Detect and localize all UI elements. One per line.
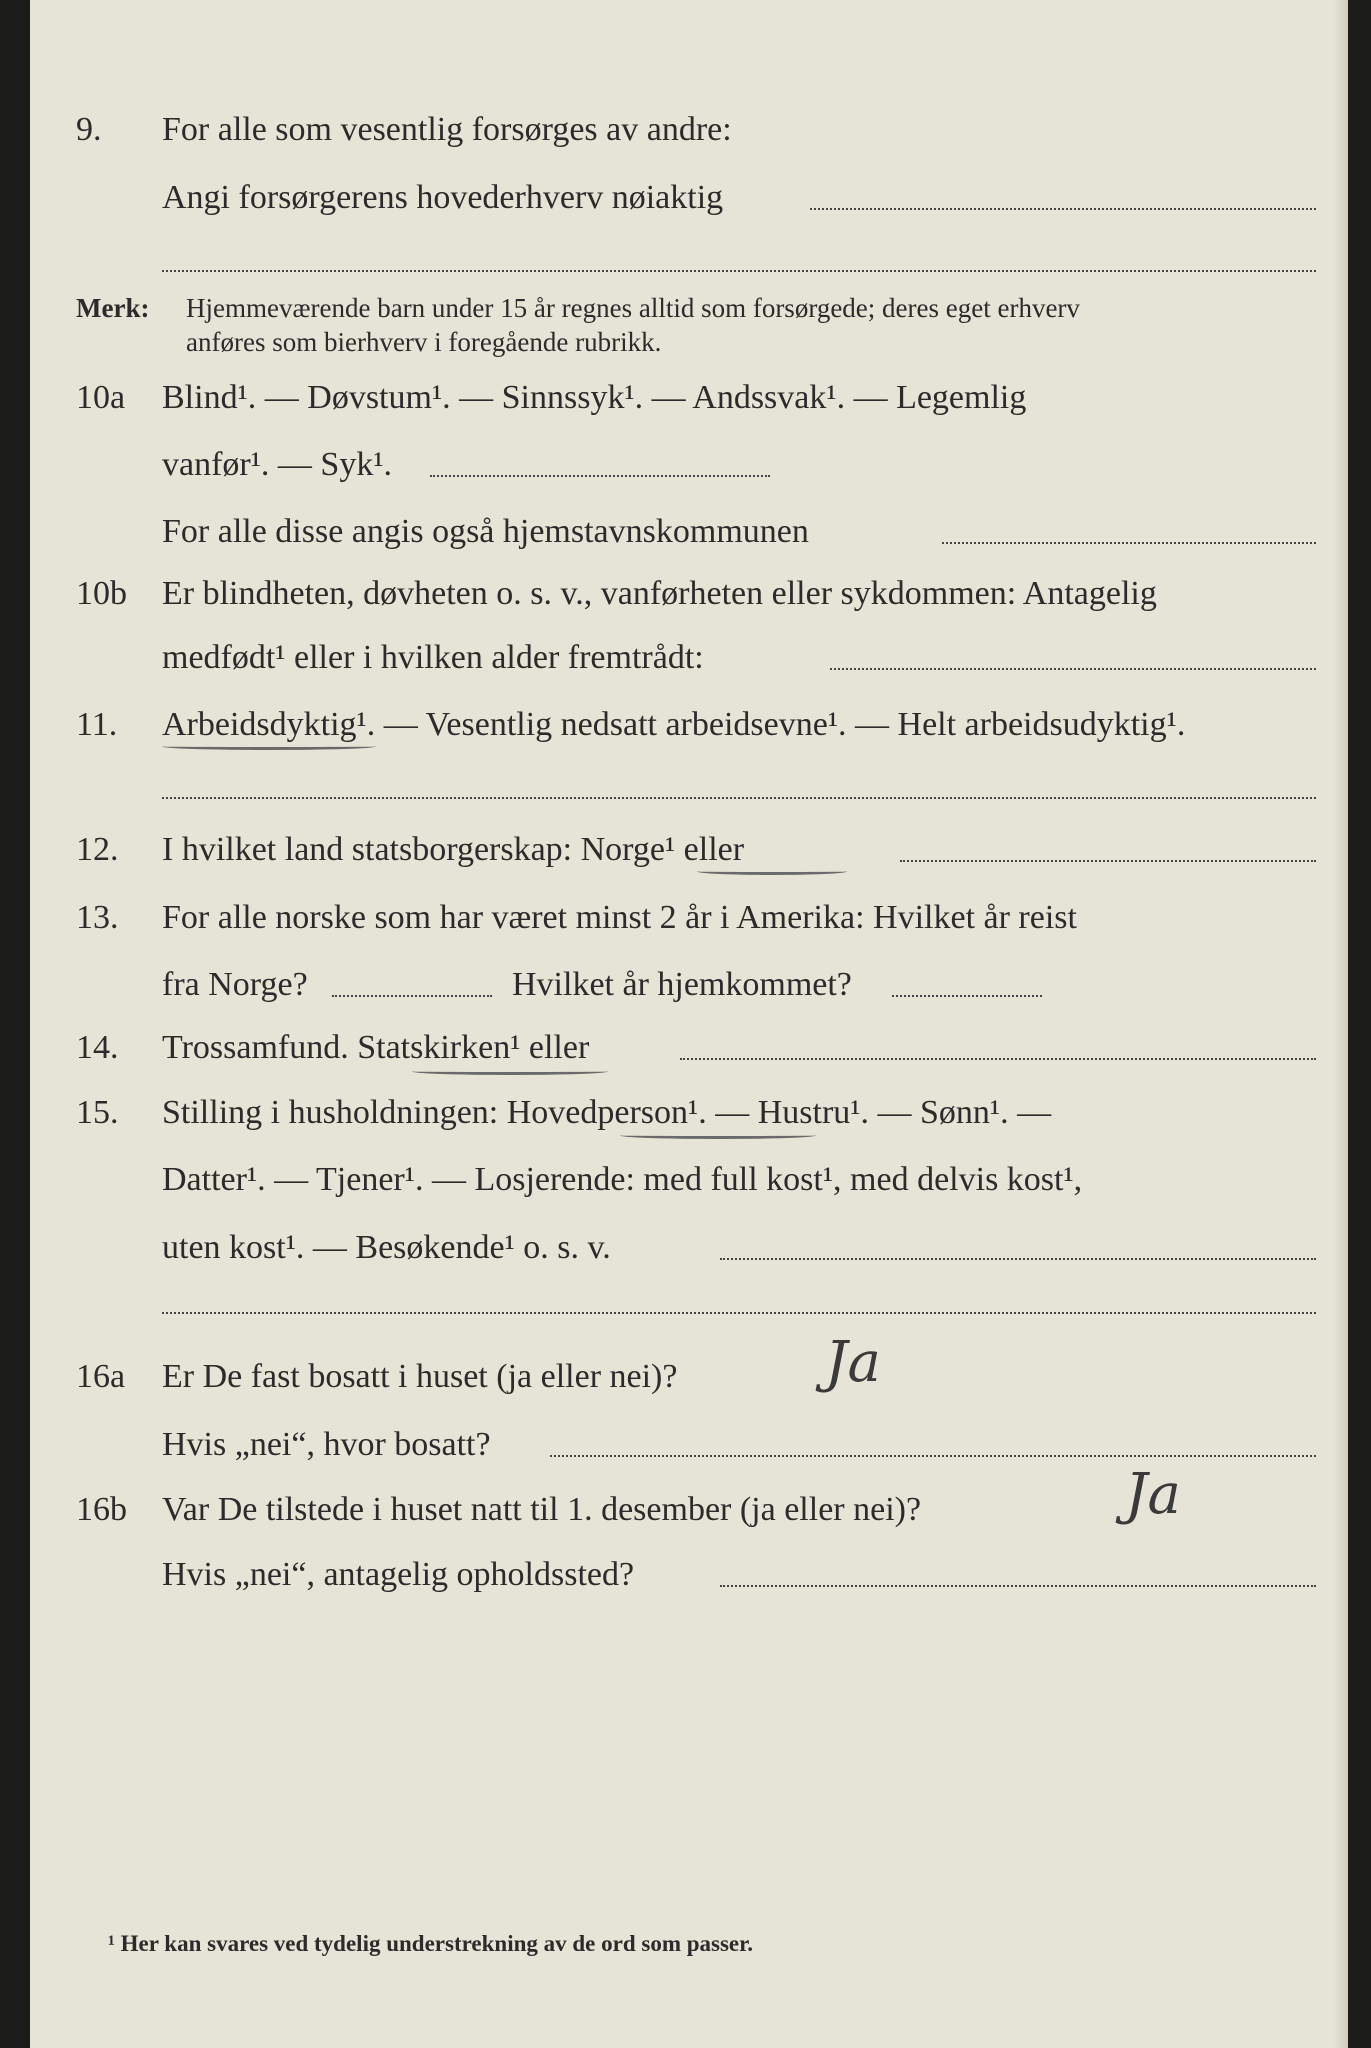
page-edge bbox=[1334, 0, 1348, 2048]
q10b-line2: medfødt¹ eller i hvilken alder fremtrådt: bbox=[162, 639, 704, 676]
merk-line1: Hjemmeværende barn under 15 år regnes alltid som forsørgede; deres eget erhverv bbox=[186, 293, 1080, 323]
footnote: ¹ Her kan svares ved tydelig understrekning av de ord som passer. bbox=[108, 1931, 753, 1956]
q15-answer-line[interactable] bbox=[720, 1258, 1316, 1260]
q15-answer-line-2[interactable] bbox=[162, 1312, 1316, 1314]
q16a-line2: Hvis „nei“, hvor bosatt? bbox=[162, 1426, 491, 1463]
q10b-answer-line[interactable] bbox=[830, 668, 1316, 670]
q9-answer-line-2[interactable] bbox=[162, 270, 1316, 272]
q10a-kommune-line[interactable] bbox=[942, 542, 1316, 544]
q12-number: 12. bbox=[76, 831, 119, 868]
q10a-number: 10a bbox=[76, 379, 126, 416]
q15-underline-hovedperson bbox=[620, 1132, 816, 1139]
q13-number: 13. bbox=[76, 899, 119, 936]
q13-hjemkommet-line[interactable] bbox=[892, 995, 1042, 997]
q13-line2a: fra Norge? bbox=[162, 966, 308, 1003]
q11-line1: Arbeidsdyktig¹. — Vesentlig nedsatt arbeidsevne¹. — Helt arbeidsudyktig¹. bbox=[162, 706, 1186, 743]
q13-line2b: Hvilket år hjemkommet? bbox=[512, 966, 852, 1003]
q16b-number: 16b bbox=[76, 1491, 127, 1528]
q10a-line1: Blind¹. — Døvstum¹. — Sinnssyk¹. — Andssvak¹. — Legemlig bbox=[162, 379, 1027, 416]
q14-number: 14. bbox=[76, 1029, 119, 1066]
q16a-number: 16a bbox=[76, 1358, 126, 1395]
q11-number: 11. bbox=[76, 706, 118, 743]
q11-answer-line[interactable] bbox=[162, 797, 1316, 799]
q14-underline-statskirken bbox=[412, 1068, 608, 1075]
q10b-number: 10b bbox=[76, 575, 127, 612]
q14-line1: Trossamfund. Statskirken¹ eller bbox=[162, 1029, 590, 1066]
q10a-line2: vanfør¹. — Syk¹. bbox=[162, 446, 393, 483]
q12-answer-line[interactable] bbox=[900, 860, 1316, 862]
q13-line1: For alle norske som har været minst 2 år i Amerika: Hvilket år reist bbox=[162, 899, 1077, 936]
q16a-handwritten-answer: Ja bbox=[825, 1330, 881, 1395]
q11-underline-arbeidsdyktig bbox=[162, 743, 376, 750]
q14-answer-line[interactable] bbox=[680, 1058, 1316, 1060]
q10a-syk-line[interactable] bbox=[430, 475, 770, 477]
q16b-line1: Var De tilstede i huset natt til 1. desember (ja eller nei)? bbox=[162, 1491, 922, 1528]
q16b-line2: Hvis „nei“, antagelig opholdssted? bbox=[162, 1556, 635, 1593]
q13-reist-line[interactable] bbox=[332, 995, 492, 997]
q10b-line1: Er blindheten, døvheten o. s. v., vanførheten eller sykdommen: Antagelig bbox=[162, 575, 1157, 612]
q12-line1: I hvilket land statsborgerskap: Norge¹ eller bbox=[162, 831, 745, 868]
q15-line2: Datter¹. — Tjener¹. — Losjerende: med full kost¹, med delvis kost¹, bbox=[162, 1161, 1083, 1198]
q9-line2: Angi forsørgerens hovederhverv nøiaktig bbox=[162, 179, 724, 216]
q9-line1: For alle som vesentlig forsørges av andre: bbox=[162, 111, 732, 148]
q16b-handwritten-answer: Ja bbox=[1125, 1462, 1181, 1527]
merk-label: Merk: bbox=[76, 293, 150, 323]
q15-line3: uten kost¹. — Besøkende¹ o. s. v. bbox=[162, 1229, 611, 1266]
q16a-answer-line[interactable] bbox=[550, 1455, 1316, 1457]
q15-line1: Stilling i husholdningen: Hovedperson¹. — Hustru¹. — Sønn¹. — bbox=[162, 1094, 1052, 1131]
merk-line2: anføres som bierhverv i foregående rubrikk. bbox=[186, 327, 662, 357]
census-form-page bbox=[30, 0, 1348, 2048]
q9-number: 9. bbox=[76, 111, 102, 148]
q10a-line3: For alle disse angis også hjemstavnskommunen bbox=[162, 513, 809, 550]
q15-number: 15. bbox=[76, 1094, 119, 1131]
q16a-line1: Er De fast bosatt i huset (ja eller nei)? bbox=[162, 1358, 678, 1395]
q12-underline-norge bbox=[697, 868, 847, 875]
q9-answer-line[interactable] bbox=[810, 208, 1316, 210]
q16b-answer-line[interactable] bbox=[720, 1585, 1316, 1587]
